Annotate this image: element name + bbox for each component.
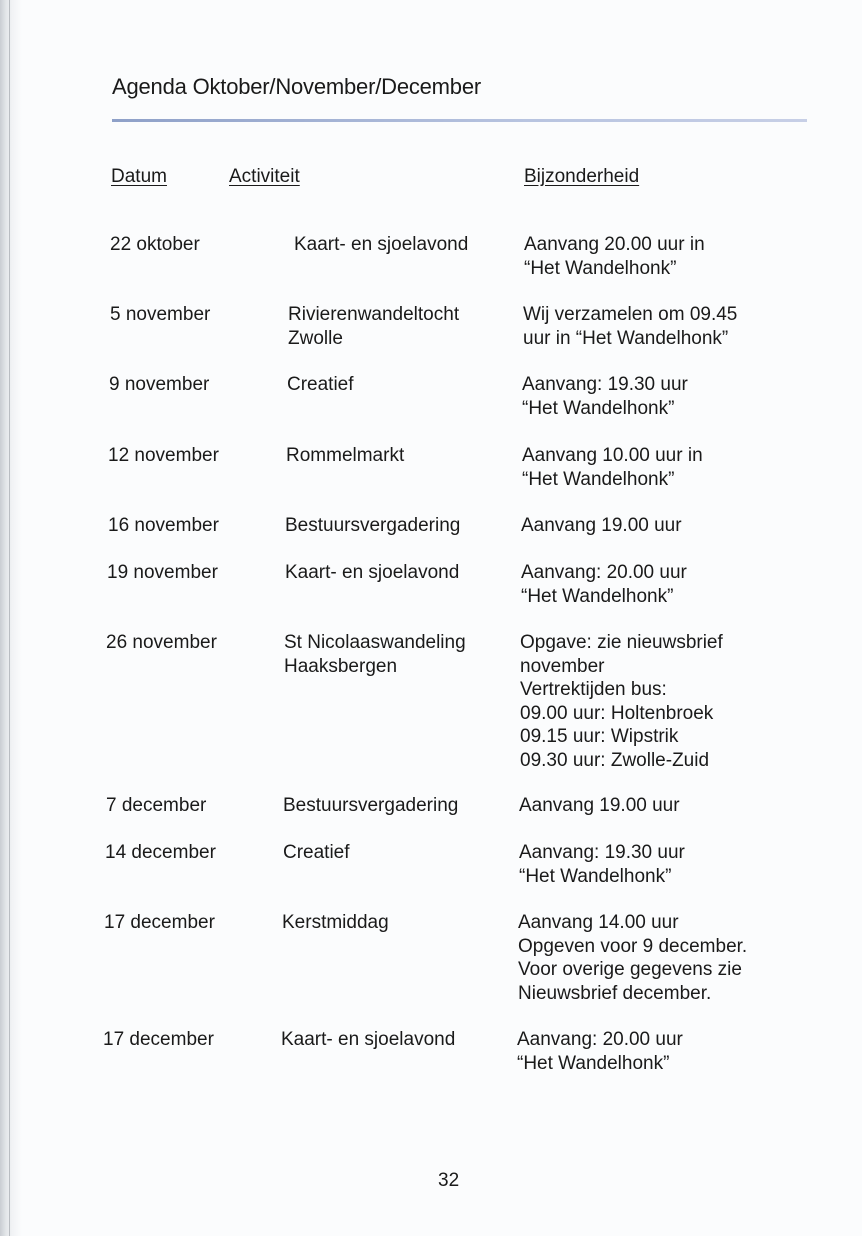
agenda-activity xyxy=(284,631,466,678)
agenda-activity-line: Kaart- en sjoelavond xyxy=(285,562,460,583)
agenda-date: 12 november xyxy=(108,445,219,466)
agenda-notes-line: Vertrektijden bus: xyxy=(520,679,667,700)
agenda-activity-line: Rommelmarkt xyxy=(286,445,405,466)
agenda-activity-line: Zwolle xyxy=(288,327,343,349)
agenda-date: 17 december xyxy=(103,1029,214,1050)
agenda-activity-line: Creatief xyxy=(283,842,350,863)
agenda-activity-line: Kerstmiddag xyxy=(282,912,389,933)
agenda-activity xyxy=(285,514,460,538)
agenda-notes-line: “Het Wandelhonk” xyxy=(524,257,677,279)
agenda-notes-line: Aanvang: 20.00 uur xyxy=(521,562,687,583)
column-header-date: Datum xyxy=(111,166,167,187)
agenda-notes xyxy=(522,444,703,491)
agenda-activity-line: Bestuursvergadering xyxy=(283,795,459,816)
agenda-activity-line: Kaart- en sjoelavond xyxy=(281,1029,456,1050)
agenda-date: 17 december xyxy=(104,912,215,933)
agenda-activity-line: Kaart- en sjoelavond xyxy=(294,234,469,255)
agenda-notes-line: “Het Wandelhonk” xyxy=(522,397,675,419)
agenda-activity xyxy=(294,233,468,257)
agenda-notes xyxy=(520,631,723,772)
agenda-notes xyxy=(519,794,680,818)
agenda-notes-line: Opgeven voor 9 december. xyxy=(518,935,748,957)
agenda-notes xyxy=(518,911,747,1005)
agenda-activity xyxy=(283,841,350,865)
agenda-notes xyxy=(524,233,705,280)
agenda-activity xyxy=(282,911,389,935)
binding-edge xyxy=(0,0,22,1236)
agenda-notes-line: Aanvang: 19.30 uur xyxy=(519,842,685,863)
agenda-notes-line: Wij verzamelen om 09.45 xyxy=(523,304,738,325)
agenda-activity xyxy=(288,303,459,350)
agenda-notes-line: Aanvang 19.00 uur xyxy=(521,515,682,536)
agenda-notes xyxy=(519,841,685,888)
agenda-activity xyxy=(283,794,458,818)
agenda-notes-line: 09.00 uur: Holtenbroek xyxy=(520,702,714,724)
agenda-notes-line: “Het Wandelhonk” xyxy=(517,1052,670,1074)
agenda-notes-line: “Het Wandelhonk” xyxy=(521,585,674,607)
agenda-date: 9 november xyxy=(109,374,210,395)
agenda-notes xyxy=(517,1028,683,1075)
agenda-notes-line: “Het Wandelhonk” xyxy=(522,468,675,490)
page-title: Agenda Oktober/November/December xyxy=(112,74,482,99)
agenda-notes-line: uur in “Het Wandelhonk” xyxy=(523,327,729,349)
column-header-notes: Bijzonderheid xyxy=(524,166,640,187)
agenda-notes xyxy=(523,303,737,350)
agenda-activity xyxy=(285,561,459,585)
agenda-notes-line: Voor overige gegevens zie xyxy=(518,959,742,980)
agenda-notes xyxy=(521,561,687,608)
agenda-notes-line: Aanvang: 19.30 uur xyxy=(522,374,688,395)
agenda-notes-line: november xyxy=(520,655,605,677)
agenda-notes-line: Nieuwsbrief december. xyxy=(518,982,712,1004)
agenda-activity-line: Bestuursvergadering xyxy=(285,515,461,536)
agenda-date: 7 december xyxy=(106,795,207,816)
agenda-notes-line: 09.15 uur: Wipstrik xyxy=(520,726,679,747)
agenda-notes-line: Aanvang: 20.00 uur xyxy=(517,1029,683,1050)
agenda-date: 19 november xyxy=(107,562,218,583)
agenda-date: 22 oktober xyxy=(110,234,200,255)
agenda-notes-line: Aanvang 14.00 uur xyxy=(518,912,679,933)
agenda-activity xyxy=(287,373,354,397)
agenda-notes xyxy=(521,514,682,538)
page-number: 32 xyxy=(438,1170,460,1191)
agenda-notes-line: Aanvang 20.00 uur in xyxy=(524,234,705,255)
agenda-activity-line: Rivierenwandeltocht xyxy=(288,304,460,325)
agenda-date: 16 november xyxy=(108,515,219,536)
agenda-date: 14 december xyxy=(105,842,216,863)
agenda-notes-line: Aanvang 10.00 uur in xyxy=(522,445,703,466)
agenda-notes-line: Opgave: zie nieuwsbrief xyxy=(520,632,723,653)
agenda-date: 5 november xyxy=(110,304,211,325)
agenda-notes-line: 09.30 uur: Zwolle-Zuid xyxy=(520,749,710,771)
agenda-activity xyxy=(281,1028,455,1052)
agenda-notes xyxy=(522,373,688,420)
agenda-notes-line: “Het Wandelhonk” xyxy=(519,865,672,887)
agenda-activity-line: Creatief xyxy=(287,374,354,395)
agenda-activity-line: Haaksbergen xyxy=(284,655,398,677)
title-rule xyxy=(112,119,807,122)
agenda-notes-line: Aanvang 19.00 uur xyxy=(519,795,680,816)
agenda-date: 26 november xyxy=(106,632,217,653)
agenda-activity-line: St Nicolaaswandeling xyxy=(284,632,466,653)
column-header-activity: Activiteit xyxy=(229,166,300,187)
agenda-activity xyxy=(286,444,404,468)
